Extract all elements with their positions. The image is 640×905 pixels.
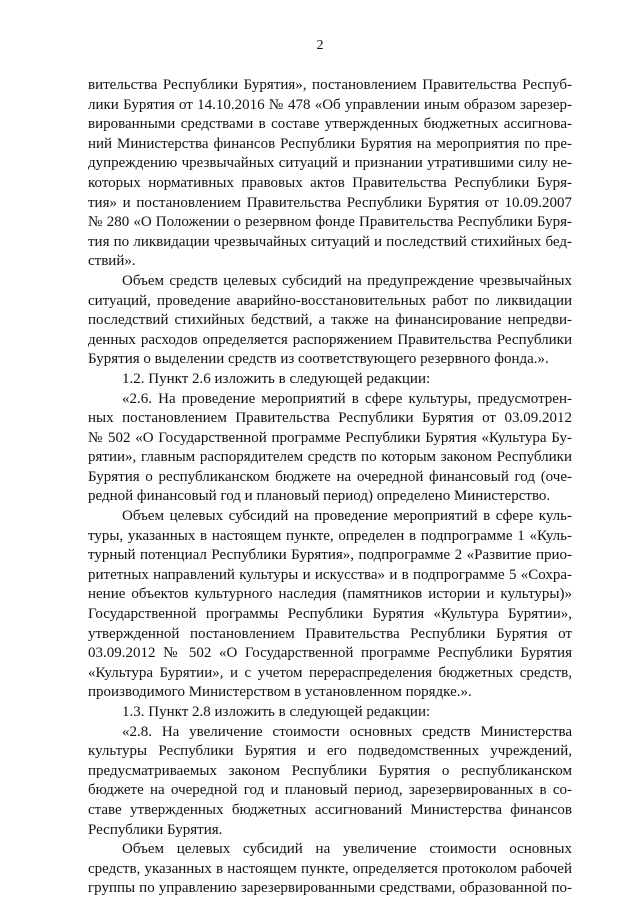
text-line: 1.2. Пункт 2.6 изложить в следующей редакции: — [122, 370, 431, 387]
text-line: вительства Республики Бурятия», постановлением Правительства Респуб- — [88, 77, 572, 93]
text-line: производимого Министерством в установленном порядке.». — [88, 684, 472, 701]
text-line: бюджете на очередной год и плановый период, зарезервированных в со- — [88, 782, 572, 799]
text-line: предусматриваемых законом Республики Бурятия о республиканском — [88, 762, 572, 779]
text-line: ставе утвержденных бюджетных ассигнований Министерства финансов — [88, 801, 572, 818]
paragraph — [88, 370, 572, 390]
text-line: 1.3. Пункт 2.8 изложить в следующей редакции: — [122, 704, 431, 720]
text-line: вированными средствами в составе утвержденных бюджетных ассигнова- — [88, 116, 572, 133]
text-line: Бурятия о республиканском бюджете на очередной финансовый год (оче- — [88, 468, 572, 485]
text-line: туры, указанных в настоящем пункте, определен в подпрограмме 1 «Куль- — [88, 527, 572, 544]
text-line: Государственной программы Республики Бурятия «Культура Бурятии», — [88, 606, 572, 623]
paragraph — [88, 390, 572, 508]
text-line: турный потенциал Республики Бурятия», подпрограмме 2 «Развитие прио- — [88, 547, 572, 564]
text-line: последствий стихийных бедствий, а также на финансирование непредви- — [88, 312, 572, 329]
text-line: тия» и постановлением Правительства Республики Бурятия от 10.09.2007 — [88, 194, 572, 211]
text-line: культуры Республики Бурятия и его подведомственных учреждений, — [88, 743, 572, 760]
paragraph — [88, 507, 572, 703]
text-line: ритетных направлений культуры и искусства» и в подпрограмме 5 «Сохра- — [88, 566, 572, 583]
text-line: тия по ликвидации чрезвычайных ситуаций и последствий стихийных бед- — [88, 233, 572, 250]
text-line: Объем целевых субсидий на проведение мероприятий в сфере куль- — [122, 508, 572, 525]
text-line: редной финансовый год и плановый период) определено Министерство. — [88, 488, 551, 505]
text-line: рятии», главным распорядителем средств по которым законом Республики — [88, 449, 572, 466]
text-line: Объем целевых субсидий на увеличение стоимости основных — [122, 841, 572, 858]
text-line: денных расходов определяется распоряжением Правительства Республики — [88, 331, 572, 348]
paragraph — [88, 840, 572, 899]
text-line: нение объектов культурного наследия (памятников истории и культуры)» — [88, 586, 572, 603]
text-line: Бурятия о выделении средств из соответствующего резервного фонда.». — [88, 351, 549, 368]
text-line: которых нормативных правовых актов Правительства Республики Буря- — [88, 174, 572, 191]
paragraph — [88, 703, 572, 723]
text-line: «Культура Бурятии», и с учетом перераспределения бюджетных средств, — [88, 664, 572, 681]
text-line: ситуаций, проведение аварийно-восстановительных работ по ликвидации — [88, 292, 572, 309]
text-line: Объем средств целевых субсидий на предупреждение чрезвычайных — [122, 272, 572, 289]
text-line: группы по управлению зарезервированными средствами, образованной по- — [88, 880, 572, 897]
text-line: ний Министерства финансов Республики Бурятия на мероприятия по пре- — [88, 135, 572, 152]
text-line: 03.09.2012 № 502 «О Государственной программе Республики Бурятия — [88, 645, 572, 662]
document-body — [88, 76, 572, 899]
text-line: средств, указанных в настоящем пункте, определяется протоколом рабочей — [88, 860, 572, 877]
text-line: лики Бурятия от 14.10.2016 № 478 «Об управлении иным образом зарезер- — [88, 96, 572, 113]
text-line: дупреждению чрезвычайных ситуаций и признании утратившими силу не- — [88, 155, 572, 172]
text-line: «2.6. На проведение мероприятий в сфере культуры, предусмотрен- — [122, 390, 572, 407]
paragraph — [88, 272, 572, 370]
text-line: утвержденной постановлением Правительства Республики Бурятия от — [88, 625, 572, 642]
text-line: Республики Бурятия. — [88, 821, 223, 838]
text-line: ствий». — [88, 253, 136, 270]
text-line: № 280 «О Положении о резервном фонде Правительства Республики Буря- — [88, 214, 572, 231]
text-line: ных постановлением Правительства Республики Бурятия от 03.09.2012 — [88, 410, 572, 427]
paragraph — [88, 723, 572, 841]
text-line: «2.8. На увеличение стоимости основных средств Министерства — [122, 723, 572, 740]
text-line: № 502 «О Государственной программе Республики Бурятия «Культура Бу- — [88, 429, 572, 446]
paragraph — [88, 76, 572, 272]
page-number: 2 — [316, 38, 324, 53]
